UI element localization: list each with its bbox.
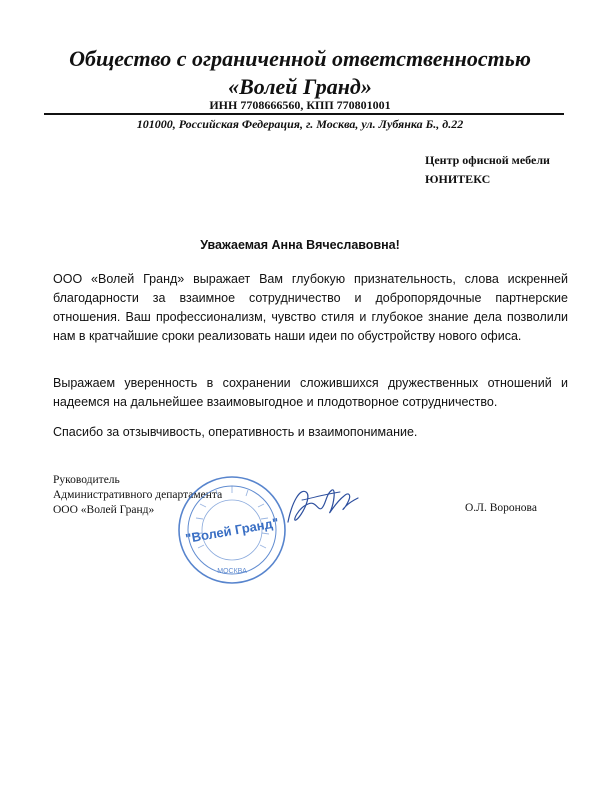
- recipient-line1: Центр офисной мебели: [425, 153, 550, 167]
- signatory-title-line2: Административного департамента: [53, 489, 223, 501]
- letterhead-divider: [44, 113, 564, 115]
- company-stamp: [176, 474, 288, 586]
- recipient-line2: ЮНИТЕКС: [425, 172, 491, 186]
- signatory-title-line3: ООО «Волей Гранд»: [53, 504, 155, 516]
- body-paragraph: Спасибо за отзывчивость, оперативность и взаимопонимание.: [53, 425, 418, 439]
- signatory-name: О.Л. Воронова: [465, 502, 537, 514]
- company-name-line2: «Волей Гранд»: [228, 74, 372, 99]
- body-paragraph: Выражаем уверенность в сохранении сложившихся дружественных отношений и надеемся на дальнейшее взаимовыгодное и плодотворное сотрудничество.: [53, 376, 568, 409]
- signatory-title-line1: Руководитель: [53, 474, 120, 486]
- company-name-line1: Общество с ограниченной ответственностью: [69, 46, 531, 71]
- company-tax-ids: ИНН 7708666560, КПП 770801001: [209, 98, 391, 112]
- handwritten-signature: [282, 482, 362, 530]
- stamp-bottom-text: МОСКВА: [217, 568, 247, 575]
- greeting: Уважаемая Анна Вячеславовна!: [200, 238, 400, 252]
- stamp-center-text: "Волей Гранд": [184, 514, 280, 547]
- company-address: 101000, Российская Федерация, г. Москва, ул. Лубянка Б., д.22: [136, 117, 464, 131]
- body-paragraph: ООО «Волей Гранд» выражает Вам глубокую признательность, слова искренней благодарности за взаимное сотрудничество и добропорядочные партнерские отношения. Ваш профессионализм, чувство стиля и глубокое знание дела позволили нам в кратчайшие сроки реализовать наши идеи по обустройству нового офиса.: [53, 272, 568, 343]
- recipient-block: [425, 151, 550, 189]
